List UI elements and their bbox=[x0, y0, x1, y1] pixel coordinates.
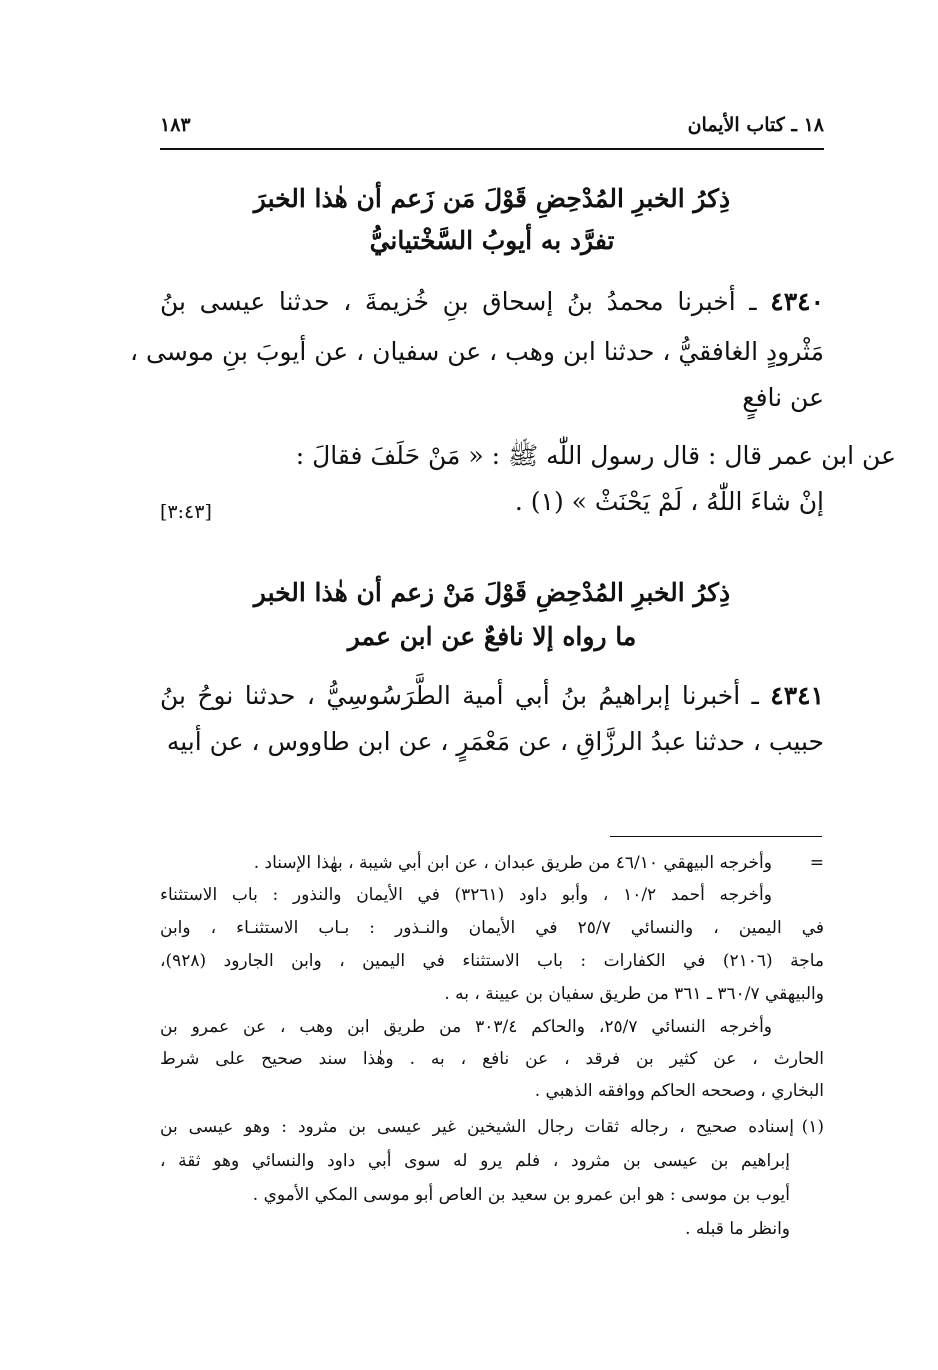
footnote-continuation-line-5: والبيهقي ٣٦٠/٧ ـ ٣٦١ من طريق سفيان بن عيينة ، به . bbox=[444, 984, 824, 1004]
matn-line-1: عن ابن عمر قال : قال رسول اللّٰه ﷺ : « مَنْ حَلَفَ فقالَ : bbox=[295, 441, 896, 470]
isnad2-line-2: حبيب ، حدثنا عبدُ الرزَّاقِ ، عن مَعْمَرٍ ، عن ابن طاووس ، عن أبيه bbox=[166, 727, 824, 756]
hadith-number-2: ٤٣٤١ bbox=[770, 681, 824, 710]
footnote-text: وانظر ما قبله . bbox=[685, 1219, 790, 1239]
chapter-title: ١٨ ـ كتاب الأيمان bbox=[687, 114, 824, 136]
footnote-separator bbox=[610, 836, 822, 837]
footnote-1-mark: (١) bbox=[801, 1117, 824, 1137]
isnad-line-1 bbox=[160, 282, 824, 322]
section-heading-2a: ذِكرُ الخبرِ المُدْحِضِ قَوْلَ مَنْ زعم أن هٰذا الخبر bbox=[253, 578, 731, 607]
footnote-1-line-1 bbox=[160, 1112, 824, 1142]
isnad-text: ـ أخبرنا محمدُ بنُ إسحاق بنِ خُزيمةَ ، حدثنا عيسى بنُ bbox=[160, 287, 771, 316]
footnote-1-line-4 bbox=[160, 1214, 824, 1244]
section-heading-1a: ذِكرُ الخبرِ المُدْحِضِ قَوْلَ مَن زَعم أن هٰذا الخبرَ bbox=[253, 184, 731, 213]
source-reference: [٣:٤٣] bbox=[160, 501, 212, 523]
page-number: ١٨٣ bbox=[160, 114, 191, 136]
footnote-continuation-line-2 bbox=[160, 880, 824, 910]
footnote-text: إسناده صحيح ، رجاله ثقات رجال الشيخين غير عيسى بن مثرود : وهو عيسى بن bbox=[160, 1117, 794, 1137]
footnote-text: أيوب بن موسى : هو ابن عمرو بن سعيد بن العاص أبو موسى المكي الأموي . bbox=[252, 1185, 790, 1205]
section-heading-2b: ما رواه إلا نافعٌ عن ابن عمر bbox=[347, 622, 637, 651]
footnote-continuation-line-6 bbox=[160, 1012, 824, 1042]
footnote-continuation-line-8: البخاري ، وصححه الحاكم ووافقه الذهبي . bbox=[534, 1081, 824, 1101]
matn-line-2 bbox=[160, 482, 824, 522]
footnote-continuation-line-7: الحارث ، عن كثير بن فرقد ، عن نافع ، به . وهٰذا سند صحيح على شرط bbox=[160, 1049, 824, 1069]
section-heading-1b: تفرَّد به أيوبُ السَّخْتيانيُّ bbox=[369, 226, 615, 255]
footnote-text: وأخرجه البيهقي ٤٦/١٠ من طريق عبدان ، عن ابن أبي شيبة ، بهٰذا الإسناد . bbox=[253, 853, 772, 873]
running-header bbox=[160, 108, 824, 150]
continuation-mark: = bbox=[809, 853, 824, 873]
footnote-continuation-line-1 bbox=[160, 848, 824, 878]
footnote-text: إبراهيم بن عيسى بن مثرود ، فلم يرو له سوى أبي داود والنسائي وهو ثقة ، bbox=[160, 1151, 790, 1171]
footnote-continuation-line-3: في اليمين ، والنسائي ٢٥/٧ في الأيمان والنـذور : بـاب الاستثنـاء ، وابن bbox=[160, 918, 825, 938]
footnote-text: وأخرجه النسائي ٢٥/٧، والحاكم ٣٠٣/٤ من طريق ابن وهب ، عن عمرو بن bbox=[160, 1017, 773, 1037]
matn-text: إنْ شاءَ اللّٰهُ ، لَمْ يَحْنَثْ » (١) . bbox=[514, 487, 824, 516]
isnad2-line-1 bbox=[160, 676, 824, 716]
footnote-text: وأخرجه أحمد ١٠/٢ ، وأبو داود (٣٢٦١) في الأيمان والنذور : باب الاستثناء bbox=[160, 885, 772, 905]
footnote-1-line-2 bbox=[160, 1146, 824, 1176]
hadith-number: ٤٣٤٠ bbox=[770, 287, 824, 316]
isnad-line-3: عن نافعٍ bbox=[742, 383, 824, 412]
isnad2-text: ـ أخبرنا إبراهيمُ بنُ أبي أمية الطَّرَسُوسِيُّ ، حدثنا نوحُ بنُ bbox=[160, 681, 771, 710]
footnote-continuation-line-4: ماجة (٢١٠٦) في الكفارات : باب الاستثناء في اليمين ، وابن الجارود (٩٢٨)، bbox=[160, 951, 824, 971]
footnote-1-line-3 bbox=[160, 1180, 824, 1210]
isnad-line-2: مَثْرودٍ الغافقيُّ ، حدثنا ابن وهب ، عن سفيان ، عن أيوبَ بنِ موسى ، bbox=[129, 337, 824, 366]
